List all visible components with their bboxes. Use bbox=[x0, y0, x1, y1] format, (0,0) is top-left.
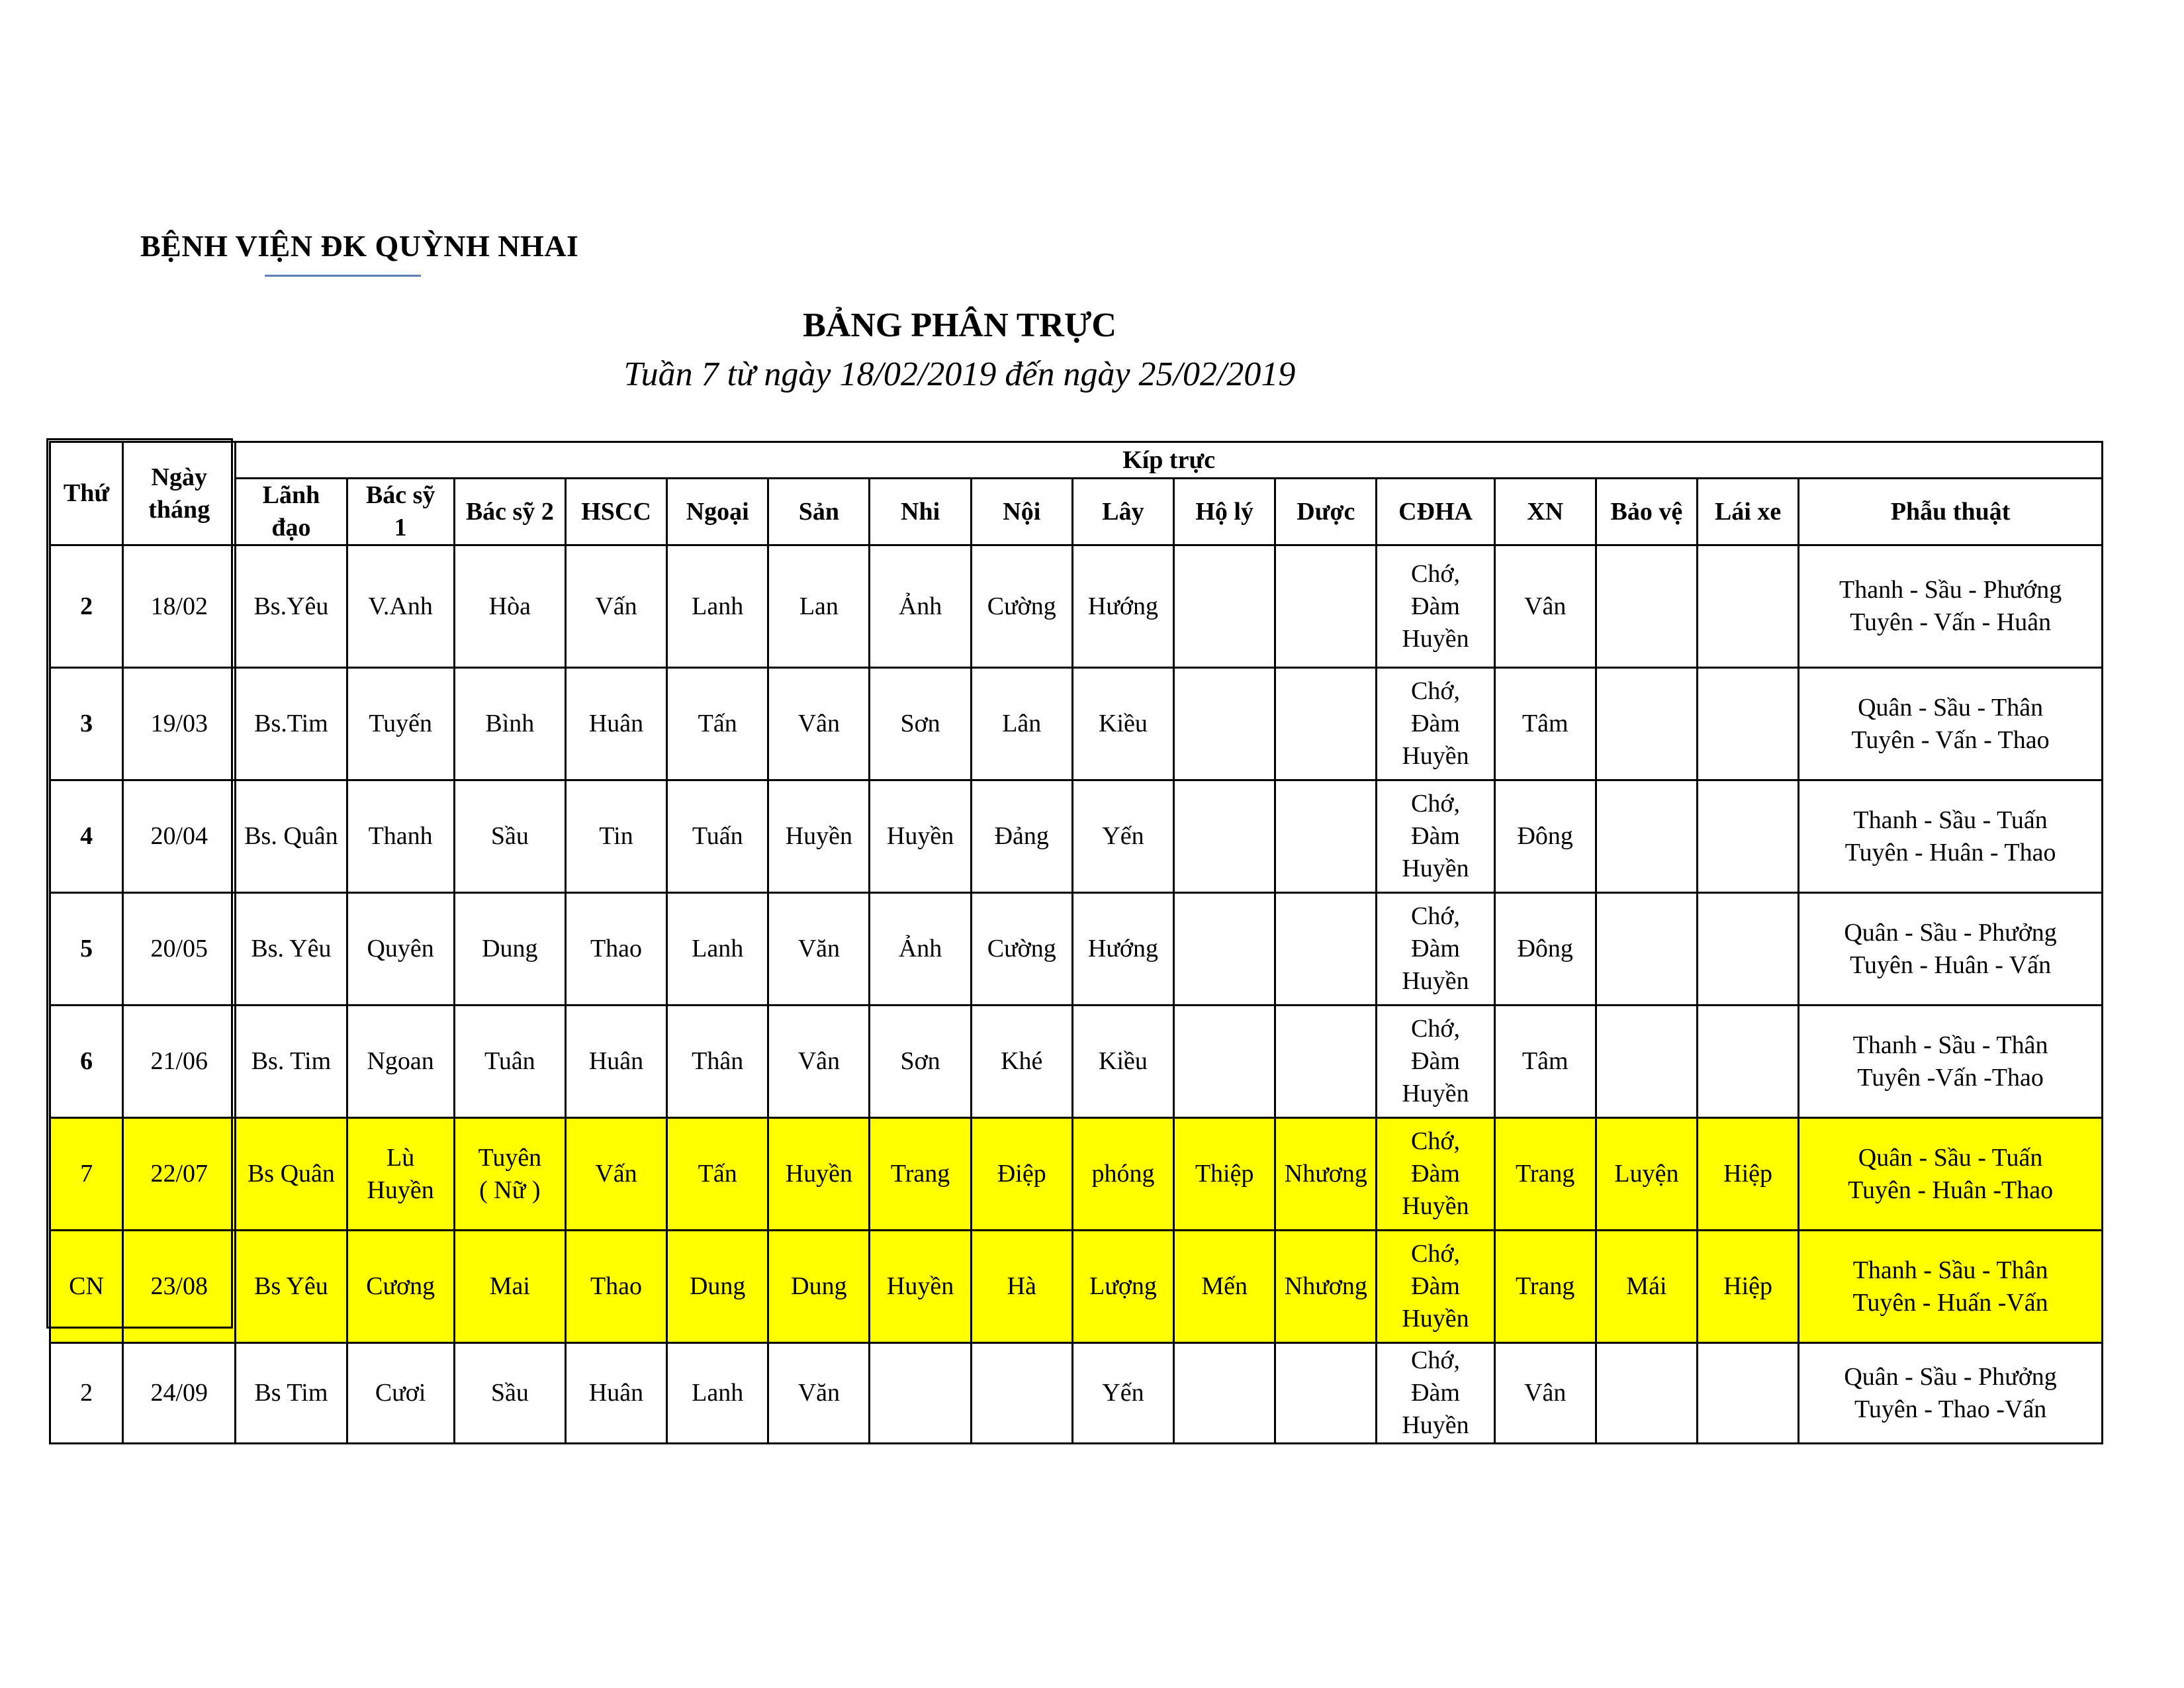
table-cell: Tấn bbox=[667, 1118, 768, 1231]
table-cell: Tuyến bbox=[347, 668, 454, 780]
table-cell bbox=[1174, 545, 1275, 668]
table-cell: Hướng bbox=[1072, 893, 1173, 1006]
table-cell: Chớ, Đàm Huyền bbox=[1377, 1231, 1494, 1343]
table-cell: Thao bbox=[565, 1231, 666, 1343]
column-header: Lây bbox=[1072, 479, 1173, 545]
table-cell: Tin bbox=[565, 780, 666, 893]
column-header: Ngoại bbox=[667, 479, 768, 545]
table-cell: Lân bbox=[971, 668, 1072, 780]
table-cell bbox=[1698, 545, 1799, 668]
table-cell: Thanh bbox=[347, 780, 454, 893]
table-row bbox=[50, 780, 2103, 893]
table-cell bbox=[870, 1343, 971, 1444]
table-cell: CN bbox=[50, 1231, 123, 1343]
table-cell bbox=[1596, 1343, 1697, 1444]
column-header: HSCC bbox=[565, 479, 666, 545]
table-cell bbox=[1698, 1006, 1799, 1118]
table-cell: Bs Yêu bbox=[236, 1231, 347, 1343]
table-cell: Lanh bbox=[667, 1343, 768, 1444]
column-header: Sản bbox=[768, 479, 870, 545]
table-row bbox=[50, 1343, 2103, 1444]
table-cell: Chớ, Đàm Huyền bbox=[1377, 1118, 1494, 1231]
table-cell: Cươi bbox=[347, 1343, 454, 1444]
table-cell: Chớ, Đàm Huyền bbox=[1377, 545, 1494, 668]
table-cell: Tuân bbox=[454, 1006, 565, 1118]
column-headers bbox=[50, 479, 2103, 545]
table-cell: Vân bbox=[768, 1006, 870, 1118]
table-cell: Sầu bbox=[454, 1343, 565, 1444]
table-cell: Hiệp bbox=[1698, 1231, 1799, 1343]
duty-roster-table bbox=[49, 441, 2103, 1444]
table-cell bbox=[1275, 1343, 1377, 1444]
table-cell: Huyền bbox=[870, 780, 971, 893]
table-cell: Chớ, Đàm Huyền bbox=[1377, 893, 1494, 1006]
table-cell: 2 bbox=[50, 1343, 123, 1444]
table-cell: Lan bbox=[768, 545, 870, 668]
table-cell bbox=[1275, 545, 1377, 668]
table-cell: Huyền bbox=[768, 780, 870, 893]
table-cell: Huyền bbox=[870, 1231, 971, 1343]
table-cell bbox=[1174, 668, 1275, 780]
table-cell: V.Anh bbox=[347, 545, 454, 668]
table-cell: Đảng bbox=[971, 780, 1072, 893]
table-cell: Tuấn bbox=[667, 780, 768, 893]
table-cell: Đông bbox=[1494, 780, 1596, 893]
table-cell: Vấn bbox=[565, 1118, 666, 1231]
table-cell: Trang bbox=[1494, 1118, 1596, 1231]
table-cell: Dung bbox=[667, 1231, 768, 1343]
table-cell: Mai bbox=[454, 1231, 565, 1343]
table-cell: Hiệp bbox=[1698, 1118, 1799, 1231]
column-header: CĐHA bbox=[1377, 479, 1494, 545]
table-cell: Yến bbox=[1072, 780, 1173, 893]
table-cell: Văn bbox=[768, 1343, 870, 1444]
table-cell: Ảnh bbox=[870, 893, 971, 1006]
column-header: Bác sỹ 2 bbox=[454, 479, 565, 545]
table-cell: 19/03 bbox=[123, 668, 236, 780]
table-cell bbox=[1698, 1343, 1799, 1444]
table-cell: Huân bbox=[565, 668, 666, 780]
table-cell: Điệp bbox=[971, 1118, 1072, 1231]
table-cell: Vấn bbox=[565, 545, 666, 668]
table-cell: Sầu bbox=[454, 780, 565, 893]
table-cell: Lù Huyền bbox=[347, 1118, 454, 1231]
table-cell: Đông bbox=[1494, 893, 1596, 1006]
table-cell: Thân bbox=[667, 1006, 768, 1118]
table-cell: Vân bbox=[1494, 1343, 1596, 1444]
table-cell: Kiều bbox=[1072, 1006, 1173, 1118]
table-cell: Quân - Sầu - Phưởng Tuyên - Thao -Vấn bbox=[1799, 1343, 2103, 1444]
table-cell: 4 bbox=[50, 780, 123, 893]
table-cell bbox=[1596, 780, 1697, 893]
header-thu: Thứ bbox=[50, 442, 123, 545]
table-cell: 21/06 bbox=[123, 1006, 236, 1118]
roster-body bbox=[50, 545, 2103, 1444]
table-cell: Tuyên ( Nữ ) bbox=[454, 1118, 565, 1231]
column-header: Hộ lý bbox=[1174, 479, 1275, 545]
table-cell: Thanh - Sầu - Thân Tuyên - Huấn -Vấn bbox=[1799, 1231, 2103, 1343]
table-cell bbox=[1698, 780, 1799, 893]
table-cell bbox=[1596, 668, 1697, 780]
table-cell: Sơn bbox=[870, 1006, 971, 1118]
table-cell: Thanh - Sầu - Tuấn Tuyên - Huân - Thao bbox=[1799, 780, 2103, 893]
column-header: Bác sỹ 1 bbox=[347, 479, 454, 545]
table-cell: Văn bbox=[768, 893, 870, 1006]
table-cell: 5 bbox=[50, 893, 123, 1006]
table-cell bbox=[1174, 1006, 1275, 1118]
column-header: Dược bbox=[1275, 479, 1377, 545]
table-cell: Lanh bbox=[667, 893, 768, 1006]
table-cell bbox=[1174, 1343, 1275, 1444]
table-cell: Tâm bbox=[1494, 1006, 1596, 1118]
table-cell: 20/04 bbox=[123, 780, 236, 893]
table-cell: Hướng bbox=[1072, 545, 1173, 668]
table-cell bbox=[1174, 780, 1275, 893]
table-cell: Lanh bbox=[667, 545, 768, 668]
page-subtitle: Tuần 7 từ ngày 18/02/2019 đến ngày 25/02/2019 bbox=[623, 355, 1296, 393]
table-cell: Huân bbox=[565, 1006, 666, 1118]
table-cell: Hà bbox=[971, 1231, 1072, 1343]
table-row bbox=[50, 668, 2103, 780]
table-cell: Bs Quân bbox=[236, 1118, 347, 1231]
column-header: Phẫu thuật bbox=[1799, 479, 2103, 545]
table-row bbox=[50, 545, 2103, 668]
column-header: Lái xe bbox=[1698, 479, 1799, 545]
table-cell: Ảnh bbox=[870, 545, 971, 668]
table-row bbox=[50, 1118, 2103, 1231]
table-cell: Yến bbox=[1072, 1343, 1173, 1444]
table-cell: Huyền bbox=[768, 1118, 870, 1231]
table-cell bbox=[1698, 893, 1799, 1006]
table-cell: Chớ, Đàm Huyền bbox=[1377, 1343, 1494, 1444]
table-cell: Mái bbox=[1596, 1231, 1697, 1343]
table-cell: Thiệp bbox=[1174, 1118, 1275, 1231]
table-cell: Vân bbox=[768, 668, 870, 780]
table-cell: Chớ, Đàm Huyền bbox=[1377, 1006, 1494, 1118]
table-cell: Chớ, Đàm Huyền bbox=[1377, 780, 1494, 893]
table-cell: Quân - Sầu - Thân Tuyên - Vấn - Thao bbox=[1799, 668, 2103, 780]
table-cell: Cương bbox=[347, 1231, 454, 1343]
table-cell: Quân - Sầu - Phưởng Tuyên - Huân - Vấn bbox=[1799, 893, 2103, 1006]
table-cell: Lượng bbox=[1072, 1231, 1173, 1343]
table-cell: Bs.Tim bbox=[236, 668, 347, 780]
table-cell bbox=[1596, 893, 1697, 1006]
table-cell: Quân - Sầu - Tuấn Tuyên - Huân -Thao bbox=[1799, 1118, 2103, 1231]
table-cell: 7 bbox=[50, 1118, 123, 1231]
table-cell bbox=[1275, 893, 1377, 1006]
table-cell: Tấn bbox=[667, 668, 768, 780]
table-cell: Mến bbox=[1174, 1231, 1275, 1343]
table-cell: Nhương bbox=[1275, 1231, 1377, 1343]
table-cell: Chớ, Đàm Huyền bbox=[1377, 668, 1494, 780]
table-cell: 3 bbox=[50, 668, 123, 780]
table-cell: Thao bbox=[565, 893, 666, 1006]
table-cell: phóng bbox=[1072, 1118, 1173, 1231]
header-kip-truc: Kíp trực bbox=[236, 442, 2103, 479]
table-cell bbox=[1275, 780, 1377, 893]
table-row bbox=[50, 1006, 2103, 1118]
table-cell: Kiều bbox=[1072, 668, 1173, 780]
table-cell: Tâm bbox=[1494, 668, 1596, 780]
table-cell: 2 bbox=[50, 545, 123, 668]
table-cell: Ngoan bbox=[347, 1006, 454, 1118]
table-cell: Cường bbox=[971, 893, 1072, 1006]
table-cell bbox=[1596, 545, 1697, 668]
table-cell bbox=[971, 1343, 1072, 1444]
table-cell: 22/07 bbox=[123, 1118, 236, 1231]
column-header: Bảo vệ bbox=[1596, 479, 1697, 545]
table-row bbox=[50, 1231, 2103, 1343]
table-cell: Nhương bbox=[1275, 1118, 1377, 1231]
column-header: XN bbox=[1494, 479, 1596, 545]
table-cell: Luyện bbox=[1596, 1118, 1697, 1231]
header-ngay-thang: Ngày tháng bbox=[123, 442, 236, 545]
table-cell: Bs Tim bbox=[236, 1343, 347, 1444]
table-cell: Cường bbox=[971, 545, 1072, 668]
table-cell: Bs. Yêu bbox=[236, 893, 347, 1006]
table-cell: Trang bbox=[870, 1118, 971, 1231]
table-cell: 20/05 bbox=[123, 893, 236, 1006]
column-header: Lãnh đạo bbox=[236, 479, 347, 545]
table-cell: Thanh - Sầu - Thân Tuyên -Vấn -Thao bbox=[1799, 1006, 2103, 1118]
table-cell: Dung bbox=[454, 893, 565, 1006]
table-cell: Quyên bbox=[347, 893, 454, 1006]
table-cell: Vân bbox=[1494, 545, 1596, 668]
table-cell: Hòa bbox=[454, 545, 565, 668]
table-cell: Bs.Yêu bbox=[236, 545, 347, 668]
hospital-name: BỆNH VIỆN ĐK QUỲNH NHAI bbox=[140, 229, 579, 263]
table-cell bbox=[1275, 668, 1377, 780]
table-cell: 23/08 bbox=[123, 1231, 236, 1343]
table-cell: Trang bbox=[1494, 1231, 1596, 1343]
table-cell bbox=[1275, 1006, 1377, 1118]
table-cell bbox=[1596, 1006, 1697, 1118]
table-row bbox=[50, 893, 2103, 1006]
table-cell: Bình bbox=[454, 668, 565, 780]
table-cell: Thanh - Sầu - Phướng Tuyên - Vấn - Huân bbox=[1799, 545, 2103, 668]
column-header: Nội bbox=[971, 479, 1072, 545]
table-cell: Khé bbox=[971, 1006, 1072, 1118]
column-header: Nhi bbox=[870, 479, 971, 545]
table-cell: Bs. Tim bbox=[236, 1006, 347, 1118]
table-cell: 24/09 bbox=[123, 1343, 236, 1444]
table-cell bbox=[1698, 668, 1799, 780]
table-cell: Huân bbox=[565, 1343, 666, 1444]
table-cell: 6 bbox=[50, 1006, 123, 1118]
table-cell: Dung bbox=[768, 1231, 870, 1343]
page-title: BẢNG PHÂN TRỰC bbox=[803, 306, 1116, 344]
hospital-underline bbox=[265, 275, 421, 277]
table-cell bbox=[1174, 893, 1275, 1006]
table-cell: Bs. Quân bbox=[236, 780, 347, 893]
table-cell: 18/02 bbox=[123, 545, 236, 668]
table-cell: Sơn bbox=[870, 668, 971, 780]
